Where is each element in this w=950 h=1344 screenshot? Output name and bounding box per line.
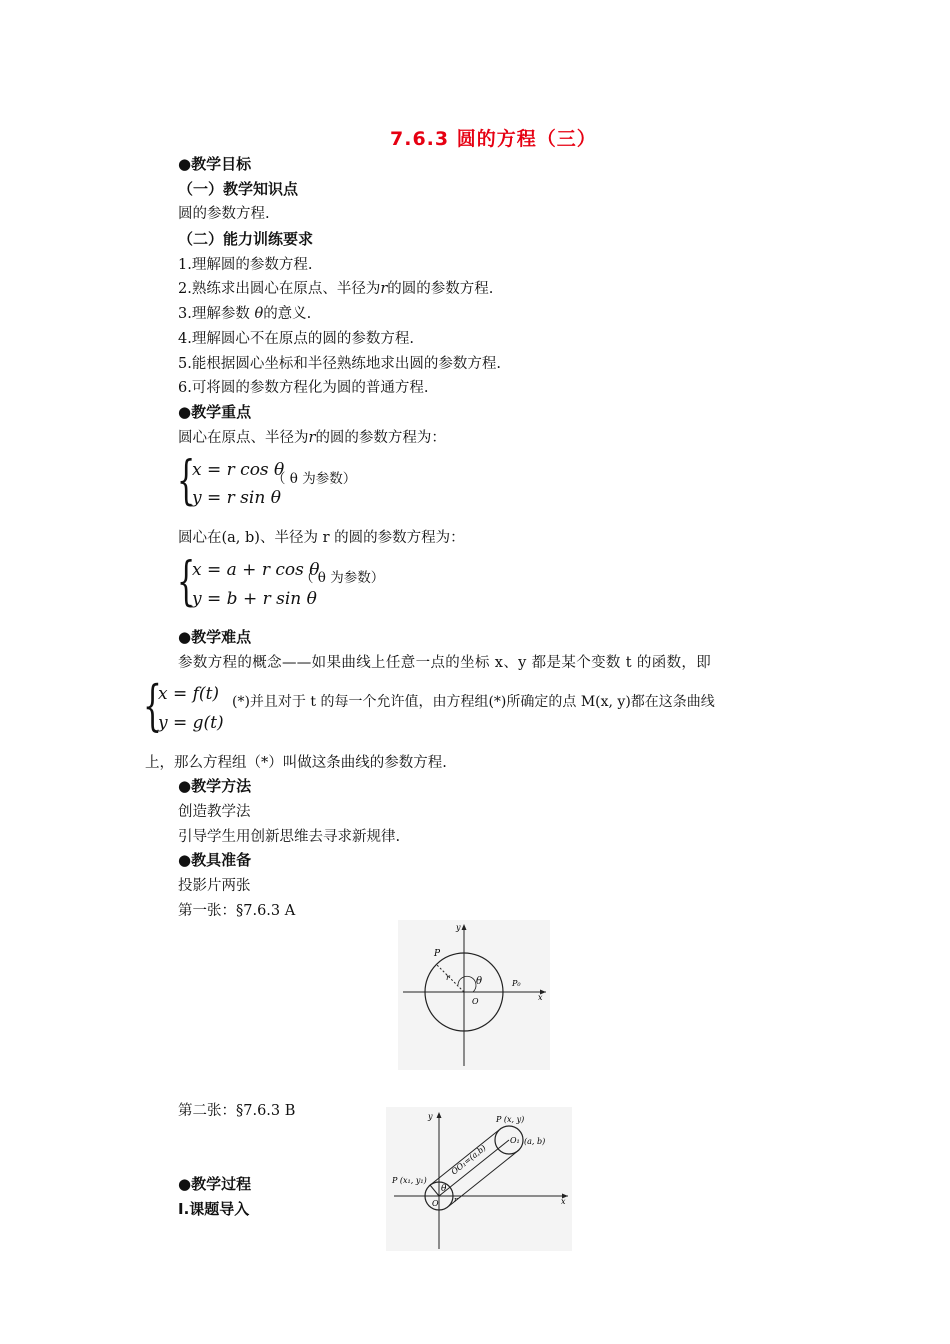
figure-b-label-ab: (a, b): [524, 1137, 546, 1146]
section-tools: ●教具准备: [178, 851, 252, 869]
figure-b-radius: [430, 1185, 439, 1196]
figure-b-label-p2: P (x₁, y₁): [392, 1176, 427, 1185]
figure-a-radius: [436, 964, 464, 992]
figure-b-vector: [439, 1140, 509, 1196]
equation-2-note: （ θ 为参数）: [300, 570, 385, 586]
section-teaching-goal: ●教学目标: [178, 155, 252, 173]
figure-b-label-r: r: [454, 1196, 458, 1204]
figure-a-label-x: x: [538, 993, 543, 1002]
equation-3-brace: {: [143, 674, 162, 737]
figure-a-label-theta: θ: [476, 976, 483, 987]
process-step-1: Ⅰ.课题导入: [178, 1200, 250, 1218]
equation-3-x: x = f(t): [158, 684, 220, 704]
difficulty-continuation: (*)并且对于 t 的每一个允许值，由方程组(*)所确定的点 M(x, y)都在这条曲线: [232, 694, 715, 710]
equation-2-x: x = a + r cos θ: [192, 560, 320, 580]
figure-b-svg: [386, 1107, 572, 1251]
figure-a-label-y: y: [456, 923, 461, 932]
figure-b-label-vector: OO₁=(a,b): [449, 1143, 488, 1177]
key-text-b: 的圆的参数方程为：: [315, 430, 446, 446]
req3-theta: θ: [254, 306, 264, 322]
figure-b-label-y: y: [428, 1112, 433, 1121]
req3-text-b: 的意义.: [263, 306, 312, 322]
figure-a-label-r: r: [446, 973, 450, 982]
requirement-2: [178, 277, 493, 298]
difficulty-end: 上，那么方程组（*）叫做这条曲线的参数方程.: [145, 755, 447, 771]
key-text-a: 圆心在原点、半径为: [178, 430, 309, 446]
equation-2-brace: {: [177, 552, 196, 612]
figure-b-label-o: O: [432, 1199, 439, 1208]
figure-a: [398, 920, 550, 1070]
requirement-1: 1.理解圆的参数方程.: [178, 257, 313, 273]
figure-b-label-x: x: [561, 1197, 566, 1206]
section-difficulty: ●教学难点: [178, 628, 252, 646]
section-process: ●教学过程: [178, 1175, 252, 1193]
section-method: ●教学方法: [178, 777, 252, 795]
figure-a-label-p0: P₀: [512, 979, 521, 988]
page-title: 7.6.3 圆的方程（三）: [390, 128, 597, 150]
knowledge-text: 圆的参数方程.: [178, 206, 270, 222]
req2-text-a: 2.熟练求出圆心在原点、半径为: [178, 281, 381, 297]
slide-2-label: 第二张：§7.6.3 B: [178, 1103, 296, 1119]
method-2: 引导学生用创新思维去寻求新规律.: [178, 829, 401, 845]
tools-text: 投影片两张: [178, 878, 251, 894]
section-key-point: ●教学重点: [178, 403, 252, 421]
equation-1-y: y = r sin θ: [192, 488, 281, 508]
key-point-text-2: 圆心在(a, b)、半径为 r 的圆的参数方程为：: [178, 530, 465, 546]
req2-text-b: 的圆的参数方程.: [387, 281, 494, 297]
figure-a-label-p: P: [434, 949, 441, 959]
figure-a-y-arrow: [462, 924, 467, 930]
requirement-6: 6.可将圆的参数方程化为圆的普通方程.: [178, 380, 429, 396]
figure-a-svg: [398, 920, 550, 1070]
figure-b-y-arrow: [437, 1112, 442, 1118]
req3-text-a: 3.理解参数: [178, 306, 250, 322]
figure-a-angle-arc: [458, 976, 476, 992]
method-1: 创造教学法: [178, 804, 251, 820]
equation-1-note: （ θ 为参数）: [272, 471, 357, 487]
subsection-ability: （二）能力训练要求: [178, 230, 314, 248]
requirement-4: 4.理解圆心不在原点的圆的参数方程.: [178, 331, 414, 347]
equation-2-y: y = b + r sin θ: [192, 589, 317, 609]
figure-a-label-o: O: [472, 997, 479, 1006]
figure-b: [386, 1107, 572, 1251]
figure-b-label-theta: θ: [441, 1184, 447, 1194]
equation-1-x: x = r cos θ: [192, 460, 285, 480]
key-point-text: [178, 426, 446, 447]
requirement-3: [178, 302, 311, 323]
figure-b-tangent-lower: [449, 1150, 519, 1206]
figure-b-label-p1: P (x, y): [496, 1115, 525, 1124]
req2-r: r: [380, 281, 388, 297]
equation-3-y: y = g(t): [158, 713, 224, 733]
slide-1-label: 第一张：§7.6.3 A: [178, 903, 296, 919]
difficulty-text: 参数方程的概念——如果曲线上任意一点的坐标 x、y 都是某个变数 t 的函数，即: [178, 655, 712, 671]
equation-1-brace: {: [177, 451, 196, 511]
key-text-r: r: [308, 430, 316, 446]
subsection-knowledge: （一）教学知识点: [178, 180, 299, 198]
requirement-5: 5.能根据圆心坐标和半径熟练地求出圆的参数方程.: [178, 356, 501, 372]
figure-b-label-o1: O₁: [510, 1136, 520, 1145]
